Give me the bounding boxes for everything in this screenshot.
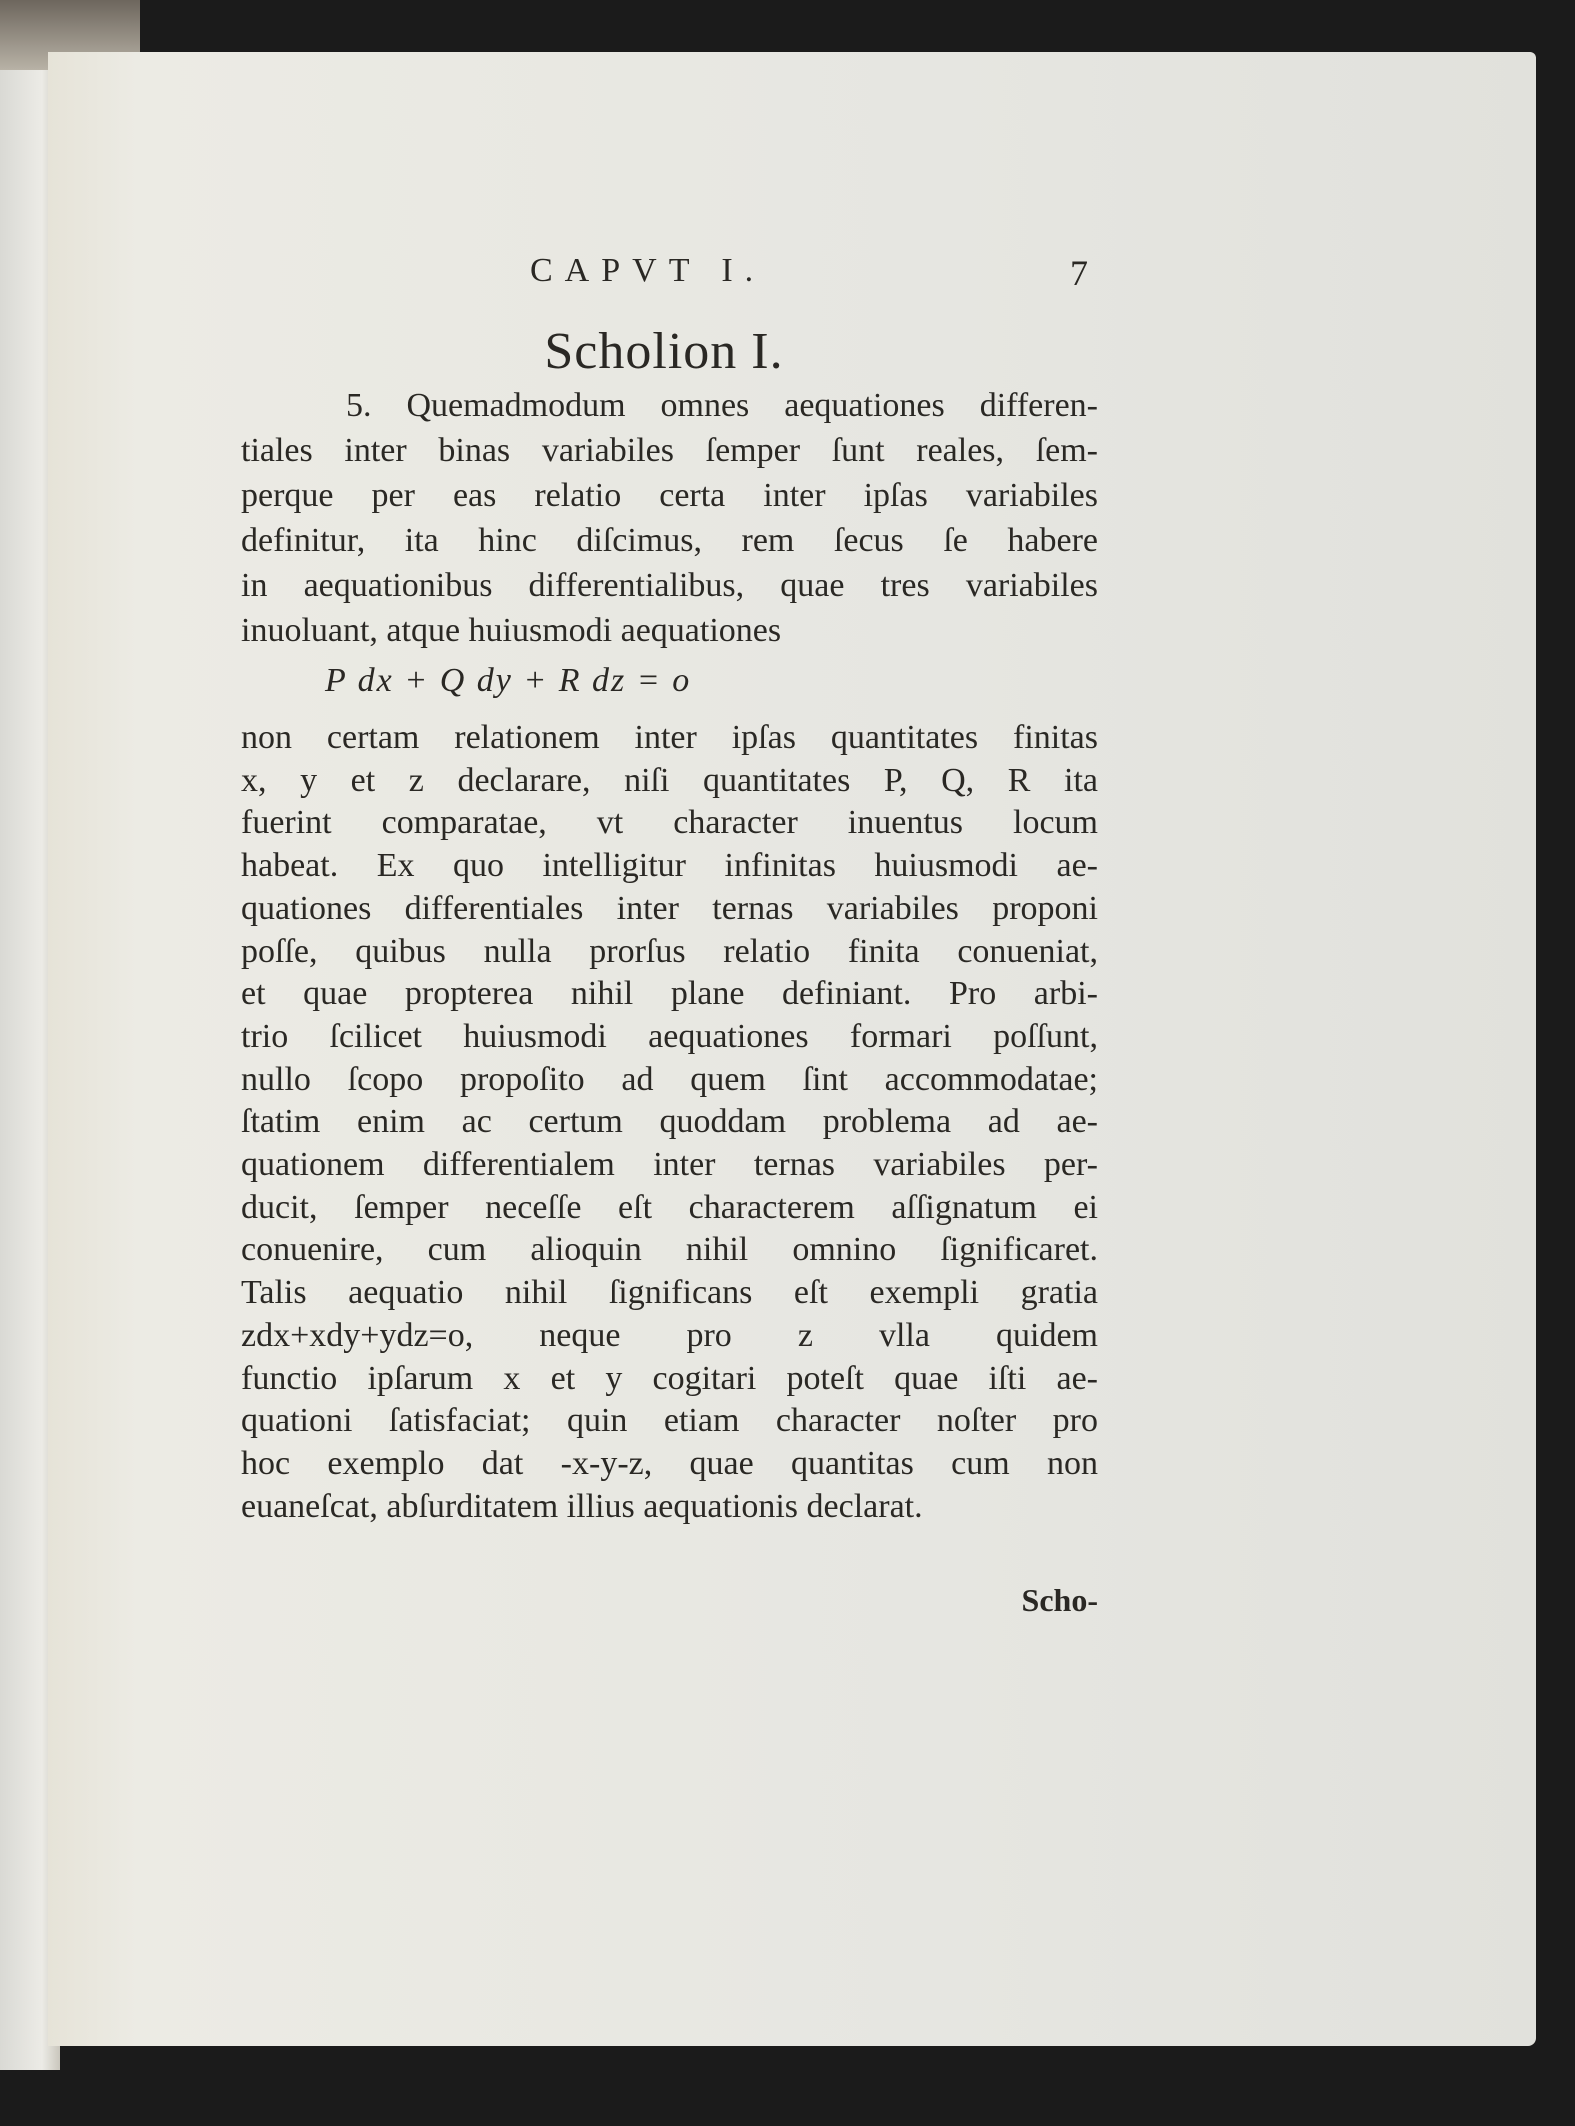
text-line: zdx+xdy+ydz=o, neque pro z vlla quidem <box>241 1316 1098 1354</box>
text-line: ducit, ſemper neceſſe eſt characterem aſſignatum ei <box>241 1188 1098 1226</box>
text-line: x, y et z declarare, niſi quantitates P, Q, R ita <box>241 761 1098 799</box>
text-line: poſſe, quibus nulla prorſus relatio finita conueniat, <box>241 932 1098 970</box>
text-line: Talis aequatio nihil ſignificans eſt exempli gratia <box>241 1274 1098 1312</box>
text-line: 5. Quemadmodum omnes aequationes differen- <box>346 387 1098 424</box>
catchword: Scho- <box>1021 1582 1098 1618</box>
page-number: 7 <box>1070 253 1088 293</box>
text-line: tiales inter binas variabiles ſemper ſunt reales, ſem- <box>241 432 1098 469</box>
text-line: quationem differentialem inter ternas variabiles per- <box>241 1146 1098 1183</box>
text-line: hoc exemplo dat -x-y-z, quae quantitas cum non <box>241 1444 1098 1482</box>
text-line: ſtatim enim ac certum quoddam problema ad ae- <box>241 1103 1098 1141</box>
text-line: in aequationibus differentialibus, quae tres variabiles <box>241 567 1098 604</box>
text-line: conuenire, cum alioquin nihil omnino ſignificaret. <box>241 1231 1098 1269</box>
text-line: fuerint comparatae, vt character inuentus locum <box>241 804 1098 842</box>
text-line: euaneſcat, abſurditatem illius aequationis declarat. <box>241 1487 923 1525</box>
text-line: habeat. Ex quo intelligitur infinitas huiusmodi ae- <box>241 847 1098 885</box>
equation: P dx + Q dy + R dz = o <box>325 662 692 699</box>
text-line: inuoluant, atque huiusmodi aequationes <box>241 612 782 649</box>
text-line: nullo ſcopo propoſito ad quem ſint accommodatae; <box>241 1060 1098 1098</box>
background <box>140 0 1540 56</box>
text-line: definitur, ita hinc diſcimus, rem ſecus ſe habere <box>241 522 1098 559</box>
text-line: non certam relationem inter ipſas quantitates finitas <box>241 719 1098 756</box>
running-head: CAPVT I. <box>530 252 766 289</box>
text-line: quationi ſatisfaciat; quin etiam character noſter pro <box>241 1402 1098 1440</box>
text-line: functio ipſarum x et y cogitari poteſt quae iſti ae- <box>241 1359 1098 1397</box>
text-line: et quae propterea nihil plane definiant. Pro arbi- <box>241 975 1098 1013</box>
text-line: perque per eas relatio certa inter ipſas variabiles <box>241 477 1098 514</box>
text-line: quationes differentiales inter ternas variabiles proponi <box>241 889 1098 927</box>
text-line: trio ſcilicet huiusmodi aequationes formari poſſunt, <box>241 1017 1098 1055</box>
section-title: Scholion I. <box>544 323 784 380</box>
